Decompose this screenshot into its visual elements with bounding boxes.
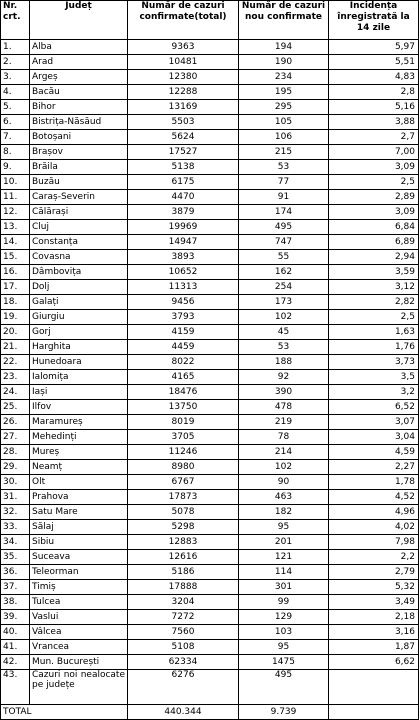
county-name: Iași [30, 385, 128, 400]
county-name: Argeș [30, 70, 128, 85]
table-row [1, 610, 419, 625]
table-row [1, 580, 419, 595]
row-number: 24. [1, 385, 30, 400]
confirmed-total: 12380 [128, 70, 239, 85]
new-cases: 95 [239, 520, 329, 535]
row-number: 10. [1, 175, 30, 190]
incidence-14d: 7,98 [329, 535, 419, 550]
header-judet: Județ [30, 1, 128, 40]
table-row [1, 340, 419, 355]
incidence-14d: 3,49 [329, 595, 419, 610]
new-cases: 53 [239, 340, 329, 355]
confirmed-total: 12288 [128, 85, 239, 100]
new-cases: 195 [239, 85, 329, 100]
confirmed-total: 6276 [128, 670, 239, 705]
county-name: Tulcea [30, 595, 128, 610]
row-number: 16. [1, 265, 30, 280]
new-cases: 90 [239, 475, 329, 490]
county-name: Mehedinți [30, 430, 128, 445]
new-cases: 495 [239, 670, 329, 705]
new-cases: 102 [239, 310, 329, 325]
table-row [1, 625, 419, 640]
table-row [1, 565, 419, 580]
row-number: 3. [1, 70, 30, 85]
confirmed-total: 62334 [128, 655, 239, 670]
table-row [1, 670, 419, 705]
incidence-14d: 3,88 [329, 115, 419, 130]
new-cases: 55 [239, 250, 329, 265]
new-cases: 45 [239, 325, 329, 340]
incidence-14d: 5,16 [329, 100, 419, 115]
new-cases: 254 [239, 280, 329, 295]
county-name: Mun. București [30, 655, 128, 670]
confirmed-total: 17527 [128, 145, 239, 160]
county-name: Galați [30, 295, 128, 310]
confirmed-total: 10652 [128, 265, 239, 280]
new-cases: 201 [239, 535, 329, 550]
confirmed-total: 6175 [128, 175, 239, 190]
confirmed-total: 13169 [128, 100, 239, 115]
row-number: 11. [1, 190, 30, 205]
county-name: Sibiu [30, 535, 128, 550]
confirmed-total: 4165 [128, 370, 239, 385]
incidence-14d: 3,07 [329, 415, 419, 430]
confirmed-total: 17888 [128, 580, 239, 595]
new-cases: 478 [239, 400, 329, 415]
row-number: 36. [1, 565, 30, 580]
table-row [1, 100, 419, 115]
table-row [1, 490, 419, 505]
county-name: Dâmbovița [30, 265, 128, 280]
confirmed-total: 3879 [128, 205, 239, 220]
row-number: 22. [1, 355, 30, 370]
incidence-14d: 2,18 [329, 610, 419, 625]
county-name: Bacău [30, 85, 128, 100]
total-incidence [329, 705, 419, 720]
confirmed-total: 12616 [128, 550, 239, 565]
table-row [1, 130, 419, 145]
new-cases: 390 [239, 385, 329, 400]
county-name: Brăila [30, 160, 128, 175]
table-row [1, 205, 419, 220]
header-nr: Nr. crt. [1, 1, 30, 40]
confirmed-total: 4470 [128, 190, 239, 205]
new-cases: 129 [239, 610, 329, 625]
row-number: 37. [1, 580, 30, 595]
county-name: Constanța [30, 235, 128, 250]
confirmed-total: 5503 [128, 115, 239, 130]
row-number: 9. [1, 160, 30, 175]
row-number: 42. [1, 655, 30, 670]
new-cases: 162 [239, 265, 329, 280]
confirmed-total: 8980 [128, 460, 239, 475]
table-row [1, 310, 419, 325]
county-name: Bistrița-Năsăud [30, 115, 128, 130]
new-cases: 173 [239, 295, 329, 310]
row-number: 40. [1, 625, 30, 640]
confirmed-total: 5298 [128, 520, 239, 535]
county-name: Dolj [30, 280, 128, 295]
table-row [1, 595, 419, 610]
confirmed-total: 10481 [128, 55, 239, 70]
table-row [1, 460, 419, 475]
incidence-14d: 3,16 [329, 625, 419, 640]
total-new: 9.739 [239, 705, 329, 720]
table-row [1, 115, 419, 130]
incidence-14d [329, 670, 419, 705]
table-row [1, 655, 419, 670]
table-row [1, 370, 419, 385]
table-row [1, 535, 419, 550]
incidence-14d: 1,78 [329, 475, 419, 490]
confirmed-total: 5624 [128, 130, 239, 145]
table-row [1, 220, 419, 235]
total-label: TOTAL [1, 705, 128, 720]
new-cases: 106 [239, 130, 329, 145]
incidence-14d: 3,2 [329, 385, 419, 400]
table-row [1, 475, 419, 490]
new-cases: 194 [239, 40, 329, 55]
new-cases: 77 [239, 175, 329, 190]
county-name: Botoșani [30, 130, 128, 145]
row-number: 5. [1, 100, 30, 115]
row-number: 17. [1, 280, 30, 295]
new-cases: 463 [239, 490, 329, 505]
row-number: 43. [1, 670, 30, 705]
incidence-14d: 7,00 [329, 145, 419, 160]
incidence-14d: 5,51 [329, 55, 419, 70]
header-total: Număr de cazuri confirmate(total) [128, 1, 239, 40]
incidence-14d: 4,59 [329, 445, 419, 460]
new-cases: 1475 [239, 655, 329, 670]
confirmed-total: 11246 [128, 445, 239, 460]
table-body [1, 40, 419, 705]
incidence-14d: 4,83 [329, 70, 419, 85]
row-number: 8. [1, 145, 30, 160]
row-number: 15. [1, 250, 30, 265]
county-name: Vaslui [30, 610, 128, 625]
confirmed-total: 14947 [128, 235, 239, 250]
table-row [1, 190, 419, 205]
incidence-14d: 6,89 [329, 235, 419, 250]
county-name: Gorj [30, 325, 128, 340]
incidence-14d: 6,62 [329, 655, 419, 670]
incidence-14d: 3,59 [329, 265, 419, 280]
row-number: 6. [1, 115, 30, 130]
new-cases: 99 [239, 595, 329, 610]
incidence-14d: 6,52 [329, 400, 419, 415]
county-name: Teleorman [30, 565, 128, 580]
table-row [1, 280, 419, 295]
row-number: 26. [1, 415, 30, 430]
county-name: Sălaj [30, 520, 128, 535]
incidence-14d: 2,82 [329, 295, 419, 310]
table-row [1, 325, 419, 340]
confirmed-total: 7560 [128, 625, 239, 640]
new-cases: 215 [239, 145, 329, 160]
table-row [1, 430, 419, 445]
table-row [1, 265, 419, 280]
county-name: Buzău [30, 175, 128, 190]
new-cases: 182 [239, 505, 329, 520]
new-cases: 190 [239, 55, 329, 70]
county-name: Mureș [30, 445, 128, 460]
confirmed-total: 3893 [128, 250, 239, 265]
new-cases: 234 [239, 70, 329, 85]
new-cases: 188 [239, 355, 329, 370]
incidence-14d: 6,84 [329, 220, 419, 235]
confirmed-total: 4159 [128, 325, 239, 340]
county-name: Covasna [30, 250, 128, 265]
table-row [1, 400, 419, 415]
incidence-14d: 2,7 [329, 130, 419, 145]
county-name: Hunedoara [30, 355, 128, 370]
confirmed-total: 9456 [128, 295, 239, 310]
confirmed-total: 3793 [128, 310, 239, 325]
county-name: Ilfov [30, 400, 128, 415]
confirmed-total: 5078 [128, 505, 239, 520]
confirmed-total: 19969 [128, 220, 239, 235]
new-cases: 102 [239, 460, 329, 475]
new-cases: 747 [239, 235, 329, 250]
table-row [1, 385, 419, 400]
confirmed-total: 12883 [128, 535, 239, 550]
county-name: Vrancea [30, 640, 128, 655]
county-name: Arad [30, 55, 128, 70]
incidence-14d: 2,27 [329, 460, 419, 475]
incidence-14d: 2,89 [329, 190, 419, 205]
row-number: 23. [1, 370, 30, 385]
table-row [1, 445, 419, 460]
table-row [1, 415, 419, 430]
county-name: Giurgiu [30, 310, 128, 325]
row-number: 39. [1, 610, 30, 625]
new-cases: 174 [239, 205, 329, 220]
row-number: 31. [1, 490, 30, 505]
incidence-14d: 3,73 [329, 355, 419, 370]
total-row [1, 705, 419, 720]
row-number: 13. [1, 220, 30, 235]
row-number: 28. [1, 445, 30, 460]
county-name: Olt [30, 475, 128, 490]
incidence-14d: 3,09 [329, 160, 419, 175]
confirmed-total: 18476 [128, 385, 239, 400]
table-row [1, 235, 419, 250]
total-confirmed: 440.344 [128, 705, 239, 720]
row-number: 1. [1, 40, 30, 55]
incidence-14d: 1,63 [329, 325, 419, 340]
confirmed-total: 5108 [128, 640, 239, 655]
new-cases: 114 [239, 565, 329, 580]
county-name: Neamț [30, 460, 128, 475]
incidence-14d: 2,5 [329, 175, 419, 190]
table-row [1, 355, 419, 370]
incidence-14d: 2,79 [329, 565, 419, 580]
table-row [1, 145, 419, 160]
new-cases: 295 [239, 100, 329, 115]
county-name: Alba [30, 40, 128, 55]
incidence-14d: 4,02 [329, 520, 419, 535]
confirmed-total: 7272 [128, 610, 239, 625]
confirmed-total: 3705 [128, 430, 239, 445]
header-row [1, 1, 419, 40]
county-name: Cluj [30, 220, 128, 235]
county-name: Călărași [30, 205, 128, 220]
new-cases: 121 [239, 550, 329, 565]
row-number: 32. [1, 505, 30, 520]
incidence-14d: 1,76 [329, 340, 419, 355]
new-cases: 214 [239, 445, 329, 460]
new-cases: 95 [239, 640, 329, 655]
table-row [1, 55, 419, 70]
confirmed-total: 11313 [128, 280, 239, 295]
incidence-14d: 3,12 [329, 280, 419, 295]
incidence-14d: 1,87 [329, 640, 419, 655]
incidence-14d: 4,52 [329, 490, 419, 505]
new-cases: 219 [239, 415, 329, 430]
county-name: Timiș [30, 580, 128, 595]
new-cases: 103 [239, 625, 329, 640]
new-cases: 301 [239, 580, 329, 595]
county-name: Ialomița [30, 370, 128, 385]
row-number: 30. [1, 475, 30, 490]
county-name: Brașov [30, 145, 128, 160]
row-number: 35. [1, 550, 30, 565]
row-number: 34. [1, 535, 30, 550]
county-name: Prahova [30, 490, 128, 505]
row-number: 41. [1, 640, 30, 655]
row-number: 19. [1, 310, 30, 325]
confirmed-total: 5138 [128, 160, 239, 175]
incidence-14d: 3,04 [329, 430, 419, 445]
row-number: 29. [1, 460, 30, 475]
row-number: 18. [1, 295, 30, 310]
new-cases: 105 [239, 115, 329, 130]
county-name: Satu Mare [30, 505, 128, 520]
table-row [1, 40, 419, 55]
table-row [1, 520, 419, 535]
new-cases: 78 [239, 430, 329, 445]
row-number: 12. [1, 205, 30, 220]
table-row [1, 160, 419, 175]
row-number: 2. [1, 55, 30, 70]
incidence-14d: 3,09 [329, 205, 419, 220]
row-number: 4. [1, 85, 30, 100]
table-row [1, 250, 419, 265]
new-cases: 495 [239, 220, 329, 235]
new-cases: 92 [239, 370, 329, 385]
incidence-14d: 5,32 [329, 580, 419, 595]
county-name: Suceava [30, 550, 128, 565]
incidence-14d: 2,8 [329, 85, 419, 100]
confirmed-total: 8022 [128, 355, 239, 370]
row-number: 7. [1, 130, 30, 145]
row-number: 25. [1, 400, 30, 415]
county-name: Vâlcea [30, 625, 128, 640]
incidence-14d: 4,96 [329, 505, 419, 520]
row-number: 14. [1, 235, 30, 250]
county-name: Bihor [30, 100, 128, 115]
confirmed-total: 5186 [128, 565, 239, 580]
table-row [1, 295, 419, 310]
row-number: 33. [1, 520, 30, 535]
table-row [1, 175, 419, 190]
confirmed-total: 3204 [128, 595, 239, 610]
confirmed-total: 17873 [128, 490, 239, 505]
confirmed-total: 6767 [128, 475, 239, 490]
incidence-14d: 3,5 [329, 370, 419, 385]
county-name: Maramureș [30, 415, 128, 430]
confirmed-total: 8019 [128, 415, 239, 430]
row-number: 20. [1, 325, 30, 340]
county-name: Harghita [30, 340, 128, 355]
header-noi: Număr de cazuri nou confirmate [239, 1, 329, 40]
incidence-14d: 2,5 [329, 310, 419, 325]
row-number: 27. [1, 430, 30, 445]
confirmed-total: 9363 [128, 40, 239, 55]
confirmed-total: 13750 [128, 400, 239, 415]
table-row [1, 505, 419, 520]
county-name: Caraș-Severin [30, 190, 128, 205]
table-row [1, 70, 419, 85]
incidence-14d: 2,94 [329, 250, 419, 265]
new-cases: 91 [239, 190, 329, 205]
table-row [1, 85, 419, 100]
table-row [1, 640, 419, 655]
header-incidenta: Incidența înregistrată la 14 zile [329, 1, 419, 40]
incidence-14d: 2,2 [329, 550, 419, 565]
row-number: 21. [1, 340, 30, 355]
new-cases: 53 [239, 160, 329, 175]
confirmed-total: 4459 [128, 340, 239, 355]
table-row [1, 550, 419, 565]
row-number: 38. [1, 595, 30, 610]
incidence-14d: 5,97 [329, 40, 419, 55]
county-name: Cazuri noi nealocate pe județe [30, 670, 128, 705]
